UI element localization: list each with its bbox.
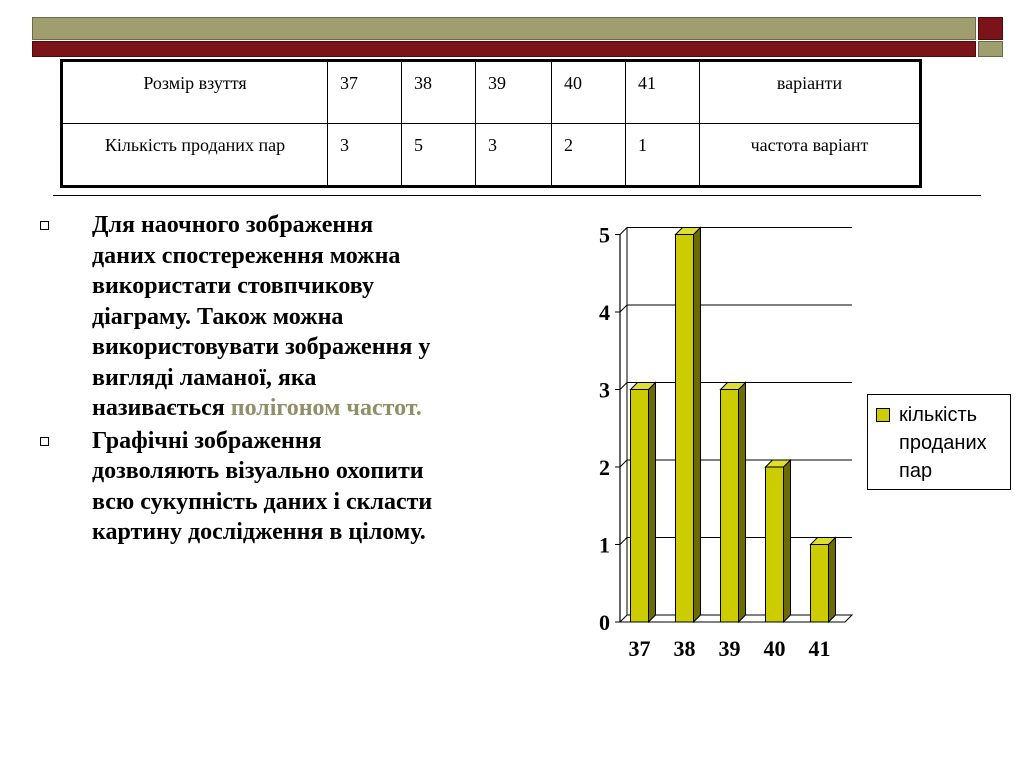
bullet-list [38,210,438,550]
separator-line [53,195,981,196]
grid-diagonal [620,305,627,312]
bar-side [649,383,656,623]
x-tick-label: 38 [673,636,696,661]
table-cell-label: Розмір взуття [62,61,328,124]
table-row [62,61,921,124]
shoe-size-table [60,59,922,188]
y-tick-label: 4 [599,300,610,325]
table-cell: 40 [552,61,626,124]
bar-side [694,228,701,623]
square-bullet-icon [40,221,49,230]
table-cell-note: варіанти [700,61,921,124]
bar [631,390,649,623]
x-tick-label: 37 [628,636,651,661]
bullet-item [38,426,438,548]
bullet-text: Графічні зображення дозволяють візуально охопити всю сукупність даних і скласти картину дослідження в цілому. [92,427,433,545]
table-cell: 3 [328,124,402,187]
chart-legend [867,394,1011,490]
x-tick-label: 39 [718,636,741,661]
table-cell: 39 [476,61,552,124]
bar [721,390,739,623]
table-row [62,124,921,187]
grid-diagonal [620,538,627,545]
grid-diagonal [620,460,627,467]
y-tick-label: 5 [599,222,610,248]
table-cell-note: частота варіант [700,124,921,187]
grid-diagonal [620,383,627,390]
table-cell: 41 [626,61,700,124]
table-cell: 37 [328,61,402,124]
bar-side [739,383,746,623]
y-tick-label: 2 [599,455,610,480]
square-bullet-icon [40,437,49,446]
x-tick-label: 41 [808,636,831,661]
y-tick-label: 0 [599,610,610,635]
y-tick-label: 3 [599,377,610,403]
bar [676,235,694,623]
corner-olive-square [978,41,1003,57]
legend-swatch [876,408,890,422]
table-cell: 1 [626,124,700,187]
bar-chart [590,222,860,667]
bar-side [784,460,791,622]
table-cell: 2 [552,124,626,187]
x-tick-label: 40 [763,636,786,661]
bullet-text: Для наочного зображення даних спостереження можна використати стовпчикову діаграму. Також можна використовувати зображення у вигляді ламаної, яка називається [92,212,431,421]
bullet-item [38,210,438,424]
bar-side [829,538,836,623]
table-cell: 38 [402,61,476,124]
top-maroon-bar [32,41,976,57]
table-cell: 3 [476,124,552,187]
grid-diagonal [620,228,627,235]
table-cell: 5 [402,124,476,187]
legend-label: кількість проданих пар [899,404,987,482]
bullet-highlight: полігоном частот. [230,395,422,421]
y-tick-label: 1 [599,532,610,558]
bar [766,467,784,622]
corner-maroon-square [978,17,1003,40]
bar [811,545,829,623]
table-cell-label: Кількість проданих пар [62,124,328,187]
top-olive-bar [32,17,976,40]
